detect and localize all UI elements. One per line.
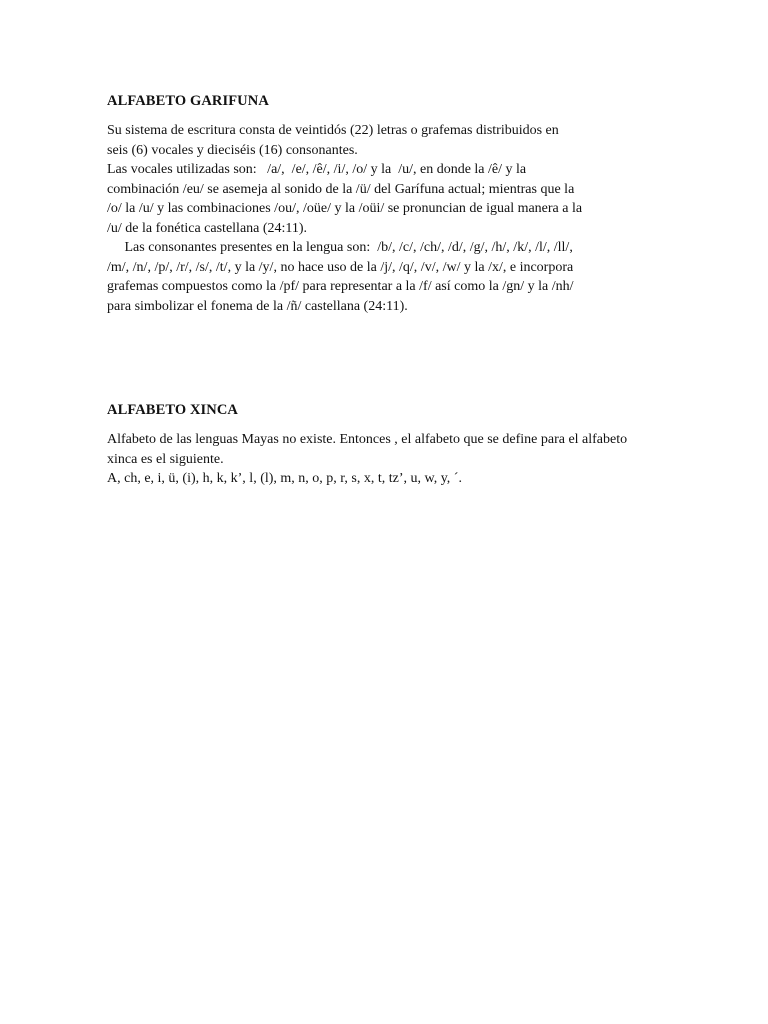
garifuna-line: Las consonantes presentes en la lengua son: /b/, /c/, /ch/, /d/, /g/, /h/, /k/, /l/, /ll/, xyxy=(107,240,573,255)
garifuna-line: Las vocales utilizadas son: /a/, /e/, /ê/, /i/, /o/ y la /u/, en donde la /ê/ y la xyxy=(107,162,527,177)
section-xinca xyxy=(107,401,667,489)
garifuna-line: seis (6) vocales y dieciséis (16) consonantes. xyxy=(107,142,358,158)
xinca-body xyxy=(107,430,667,489)
garifuna-body xyxy=(107,121,647,316)
xinca-line: xinca es el siguiente. xyxy=(107,451,224,467)
section-heading-xinca: ALFABETO XINCA xyxy=(107,402,238,418)
garifuna-line: combinación /eu/ se asemeja al sonido de la /ü/ del Garífuna actual; mientras que la xyxy=(107,181,575,197)
garifuna-line: /o/ la /u/ y las combinaciones /ou/, /oüe/ y la /oüi/ se pronuncian de igual manera a la xyxy=(107,201,583,216)
garifuna-line: para simbolizar el fonema de la /ñ/ castellana (24:11). xyxy=(107,298,408,314)
garifuna-line: grafemas compuestos como la /pf/ para representar a la /f/ así como la /gn/ y la /nh/ xyxy=(107,279,574,294)
xinca-line: A, ch, e, i, ü, (i), h, k, k’, l, (l), m, n, o, p, r, s, x, t, tz’, u, w, y, ´. xyxy=(107,471,462,486)
section-heading-garifuna: ALFABETO GARIFUNA xyxy=(107,93,269,109)
garifuna-line: /u/ de la fonética castellana (24:11). xyxy=(107,220,308,236)
xinca-line: Alfabeto de las lenguas Mayas no existe. Entonces , el alfabeto que se define para el alfabeto xyxy=(107,432,628,447)
section-garifuna xyxy=(107,92,647,316)
garifuna-line: Su sistema de escritura consta de veintidós (22) letras o grafemas distribuidos en xyxy=(107,123,559,138)
garifuna-line: /m/, /n/, /p/, /r/, /s/, /t/, y la /y/, no hace uso de la /j/, /q/, /v/, /w/ y la /x/, e incorpora xyxy=(107,259,574,275)
